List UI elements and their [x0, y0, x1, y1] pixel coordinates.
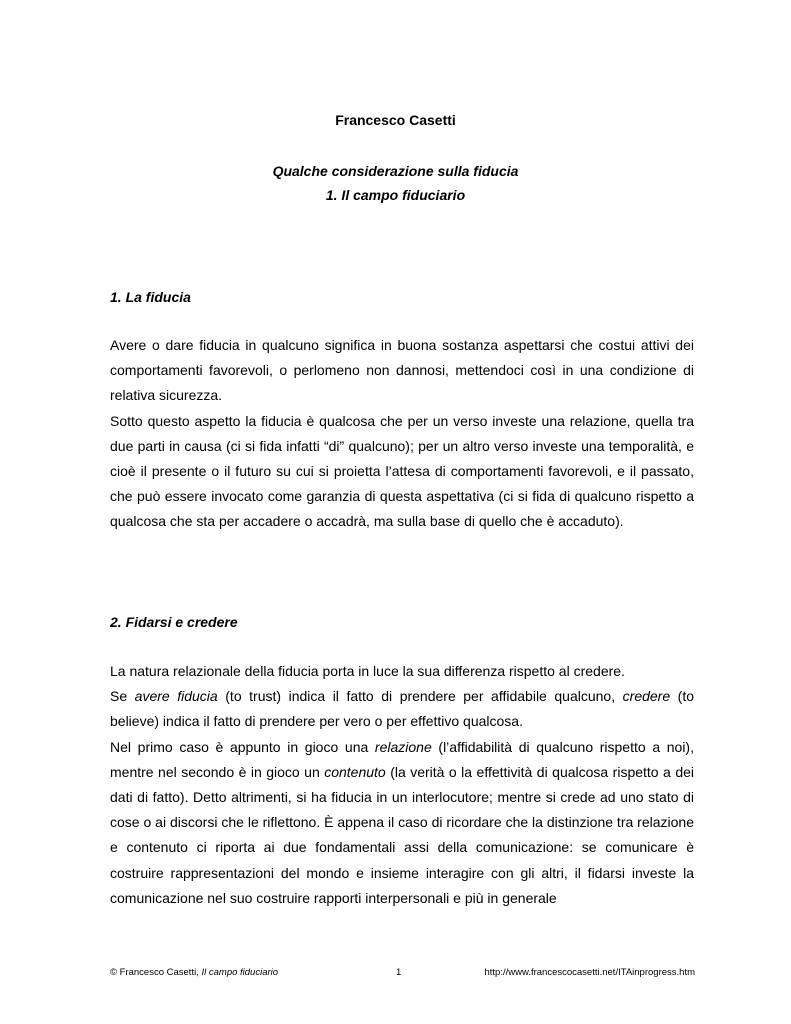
- section-2-heading: 2. Fidarsi e credere: [110, 614, 238, 630]
- section-2-body: [110, 659, 694, 911]
- document-subtitle: 1. Il campo fiduciario: [325, 187, 466, 203]
- footer-url-link[interactable]: http://www.francescocasetti.net/ITAinprogress.htm: [484, 967, 695, 978]
- footer-copyright: [110, 967, 278, 979]
- section-1-paragraph-2: Sotto questo aspetto la fiducia è qualcosa che per un verso investe una relazione, quella tra due parti in causa (ci si fida infatti “di” qualcuno); per un altro verso investe una temporalità, e cioè il presente o il futuro su cui si proietta l’attesa di comportamenti favorevoli, e il passato, che può essere invocato come garanzia di questa aspettativa (ci si fida di qualcuno rispetto a qualcosa che sta per accadere o accadrà, ma sulla base di quello che è accaduto).: [110, 412, 694, 530]
- emphasis-relazione: relazione: [374, 738, 432, 755]
- section-1-paragraph-1: Avere o dare fiducia in qualcuno significa in buona sostanza aspettarsi che costui attivi dei comportamenti favorevoli, o perlomeno non dannosi, mettendoci così in una condizione di relativa sicurezza.: [110, 337, 694, 404]
- section-1-body: [110, 333, 694, 535]
- page-number: 1: [396, 967, 402, 978]
- text-run: (l’affidabilità di qualcuno rispetto a noi), mentre nel secondo è in gioco un: [110, 738, 694, 780]
- section-2-paragraph-2: [110, 684, 694, 734]
- emphasis-avere-fiducia: avere fiducia: [134, 688, 218, 705]
- text-run: Nel primo caso è appunto in gioco una: [110, 738, 375, 755]
- text-run: (la verità o la effettività di qualcosa rispetto a dei dati di fatto). Detto altrimenti, si ha fiducia in un interlocutore; mentre si crede ad uno stato di cose o ai discorsi che le riflettono. È appena il caso di ricordare che la distinzione tra relazione e contenuto ci riporta ai due fondamentali assi della comunicazione: se comunicare è costruire rappresentazioni del mondo e insieme interagire con gli altri, il fidarsi investe la comunicazione nel suo costruire rapporti interpersonali e più in generale: [110, 763, 694, 906]
- section-2-paragraph-1: La natura relazionale della fiducia porta in luce la sua differenza rispetto al credere.: [110, 663, 625, 679]
- emphasis-credere: credere: [622, 688, 671, 705]
- footer-work-title: Il campo fiduciario: [201, 967, 279, 978]
- author-name: Francesco Casetti: [335, 112, 456, 128]
- emphasis-contenuto: contenuto: [324, 763, 386, 780]
- text-run: Se: [110, 688, 135, 705]
- section-2-paragraph-3: [110, 735, 694, 911]
- section-1-heading: 1. La fiducia: [110, 289, 191, 305]
- document-title: Qualche considerazione sulla fiducia: [272, 163, 519, 179]
- footer-copyright-text: © Francesco Casetti,: [110, 967, 202, 978]
- text-run: (to trust) indica il fatto di prendere per affidabile qualcuno,: [217, 688, 623, 705]
- text-run: (to believe) indica il fatto di prendere per vero o per effettivo qualcosa.: [110, 688, 695, 730]
